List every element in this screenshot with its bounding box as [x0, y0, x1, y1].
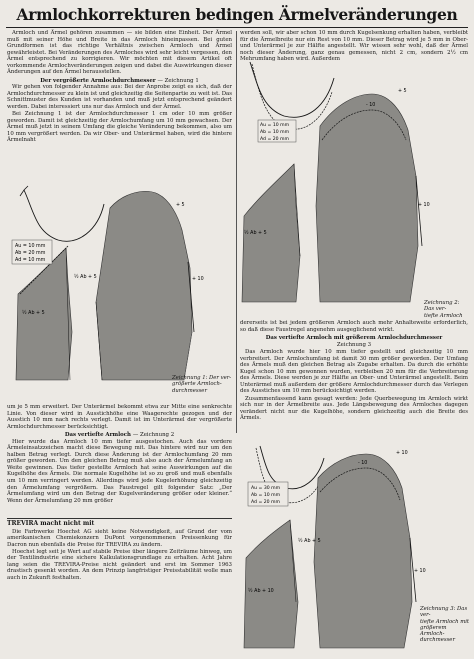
- label-kugel-2: + 10: [418, 203, 430, 208]
- drawing-2: [238, 56, 470, 318]
- section1-paragraph-1: Wir gehen von folgender Annahme aus: Bei der Anprobe zeigt es sich, daß der Armlochdurchmesser zu klein ist und gleichzeitig die Seitenpartie zu weit ist. Das Schnittmuster des Kunden ist vorhanden und muß jetzt entsprechend geändert werden. Dabei interessiert uns nur das Armloch und der Ärmel.: [7, 84, 232, 111]
- measure-au-1: Au = 10 mm: [15, 244, 46, 249]
- left-column-bottom: [7, 404, 232, 505]
- section1-paragraph-2: Bei Zeichnung 1 ist der Armlochdurchmesser 1 cm oder 10 mm größer geworden. Damit ist gleichzeitig der Armlochumfang um 10 mm gewachsen. Der Ärmel muß jetzt in seinem Umfang die gleiche Veränderung bekommen, also um 10 mm vergrößert werden. Da wir Ober- und Unterärmel haben, wird die hintere Ärmelnaht: [7, 111, 232, 144]
- measure-ad-3: Ad = 20 mm: [251, 500, 281, 505]
- title-rule: [6, 27, 468, 28]
- drawing-1: [6, 182, 234, 400]
- caption-zeichnung-1: Zeichnung 1: Der ver- größerte Armloch- durchmesser: [172, 375, 232, 394]
- measure-ab-3: Ab = 10 mm: [251, 493, 281, 498]
- measure-ab-2: Ab = 10 mm: [260, 130, 290, 135]
- measure-ad-2: Ad = 20 mm: [260, 137, 290, 142]
- label-plus5-1: + 5: [176, 203, 185, 208]
- section3-heading: Das vertiefte Armloch mit größerem Armlochdurchmesser: [265, 335, 443, 342]
- label-half-ab-1: ½ Ab + 5: [74, 275, 97, 280]
- measure-au-2: Au = 10 mm: [260, 123, 290, 128]
- page-title: Armlochkorrekturen bedingen Ärmelveränderungen: [16, 5, 458, 24]
- label-plus10-1: + 10: [192, 277, 204, 282]
- left-column-top: [7, 30, 232, 144]
- section1-heading: Der vergrößerte Armlochdurchmesser — Zeichnung 1: [40, 77, 199, 84]
- label-minus10-2: - 10: [366, 103, 376, 108]
- section2-heading: Das vertiefte Armloch — Zeichnung 2: [64, 432, 175, 439]
- caption-zeichnung-2: Zeichnung 2: Das ver- tiefte Armloch: [424, 300, 463, 319]
- faustregel-continuation: dererseits ist bei jedem größeren Armloch auch mehr Anhalteweite erforderlich, so daß diese Faustregel angenehm ausgeglichend wirkt.: [240, 320, 468, 333]
- label-plus10-3: + 10: [396, 451, 408, 456]
- label-half-ad-3: ½ Ab + 10: [248, 589, 274, 594]
- measure-ab-1: Ab = 20 mm: [15, 251, 46, 256]
- label-minus10-3: - 10: [358, 461, 368, 466]
- label-plus5-2: + 5: [398, 89, 407, 94]
- trevira-paragraph-2: Hoechst legt seit je Wert auf stabile Preise über längere Zeiträume hinweg, um der Textilindustrie eine sichere Kalkulationsgrundlage zu erhalten. Acht Jahre lang seien die TREVIRA-Preise nicht geändert und erst im Sommer 1963 drastisch gesenkt worden. An dem Prinzip langfristiger Preisstabilität wolle man auch in Zukunft festhalten.: [7, 548, 232, 581]
- caption-zeichnung-3: Zeichnung 3: Das ver- tiefte Armloch mit größerem Armloch- durchmesser: [420, 606, 470, 644]
- section2-continuation: werden soll, wir aber schon 10 mm durch Kugelsenkung erhalten haben, verbleibt für die Ärmelbreite nur ein Rest von 10 mm. Dieser Betrag wird je 5 mm in Ober- und Unterärmel je zur Hälfte angestellt. Wir wissen sehr wohl, daß der Ärmel noch dieser Änderung, ganz genau gemessen, nicht 2 cm, sondern 2½ cm Mehrumfang haben wird. Außerdem: [240, 30, 468, 63]
- label-half-ab-2: ½ Ab + 5: [244, 231, 267, 236]
- trevira-heading: TREVIRA macht nicht mit: [7, 520, 95, 527]
- intro-paragraph: Armloch und Ärmel gehören zusammen — sie bilden eine Einheit. Der Ärmel muß mit seiner Höhe und Breite in das Armloch hineinpassen. Bei guten Grundformen ist das richtige Verhältnis zwischen Armloch und Ärmel gewährleistet. Bei Veränderungen des Armloches wird sehr leicht vergessen, den Ärmel entsprechend zu korrigieren. Wir möchten mit diesem Artikel oft vorkommende Armlochveränderungen zeigen und dabei die Auswirkungen dieser Änderungen auf den Ärmel herausstellen.: [7, 30, 232, 76]
- trevira-paragraph-1: Die Farbwerke Hoechst AG sieht keine Notwendigkeit, auf Grund der vom amerikanischen Chemiekonzern DuPont vorgenommenen Preissenkung für Dacron nun ebenfalls die Preise für TREVIRA zu ändern.: [7, 528, 232, 548]
- section3-subheading: Zeichnung 3: [336, 341, 372, 348]
- measure-au-3: Au = 30 mm: [251, 486, 281, 491]
- section1-continuation: um je 5 mm erweitert. Der Unterärmel bekommt etwa zur Mitte eine senkrechte Linie. Von dieser wird in Ausstichhöhe eine Waagerechte gezogen und der Ausstich 10 mm nach rechts verlegt. Damit ist im Unterärmel der vergrößerte Armlochdurchmesser berücksichtigt.: [7, 404, 232, 430]
- right-column-middle: [240, 320, 468, 422]
- measure-ad-1: Ad = 10 mm: [15, 258, 46, 263]
- section3-paragraph-1: Das Armloch wurde hier 10 mm tiefer gestellt und gleichzeitig 10 mm verbreitert. Der Armlochumfang ist damit 30 mm größer geworden. Der Umfang des Ärmels muß den gleichen Betrag als Zugabe erhalten. Da durch die erhöhte Kugel schon 10 mm gewonnen wurden, verbleiben 20 mm für die Verbreiterung des Ärmels. Diese werden je zur Hälfte an Ober- und Unterärmel angestellt. Beim Unterärmel muß außerdem der größere Armlochdurchmesser durch das Verlegen des Ausstiches um 10 mm berücksichtigt werden.: [240, 349, 468, 395]
- column-divider: [236, 31, 237, 433]
- label-half-ad-1: ½ Ab + 5: [22, 311, 45, 316]
- trevira-box: [7, 521, 232, 582]
- label-kugel-3: + 10: [414, 569, 426, 574]
- section2-paragraph: Hier wurde das Armloch 10 mm tiefer ausgestochen. Auch das vordere Ärmeleinsatzzeichen macht diese Bewegung mit. Das hintere wird nur um den halben Betrag verlegt. Durch diese Änderung ist der Armlochumfang 20 mm größer geworden. Um den gleichen Betrag muß also auch der Ärmelumfang an Weite gewinnen. Das tiefer gestellte Armloch hat seine Auswirkungen auf die Kugelhöhe des Ärmels. Die normale Kugelhöhe ist so zu groß und muß ebenfalls um 10 mm verringert werden. Allerdings wird jede Kugelerhöhung gleichzeitig den Ärmelumfang vergrößern. Das Faustregel gilt folgender Satz: „Der Ärmelumfang wird um den Betrag der Kugelveränderung größer oder kleiner.“ Wenn der Ärmelumfang 20 mm größer: [7, 438, 232, 504]
- trevira-divider: [7, 518, 232, 519]
- label-half-ab-3: ½ Ab + 5: [298, 539, 321, 544]
- section3-paragraph-2: Zusammenfassend kann gesagt werden: Jede Querbewegung im Armloch wirkt sich nur in der Ärmelbreite aus. Jede Längsbewegung des Armloches dagegen verändert nicht nur die Kugelhöhe, sondern gleichzeitig auch die Breite des Ärmels.: [240, 395, 468, 422]
